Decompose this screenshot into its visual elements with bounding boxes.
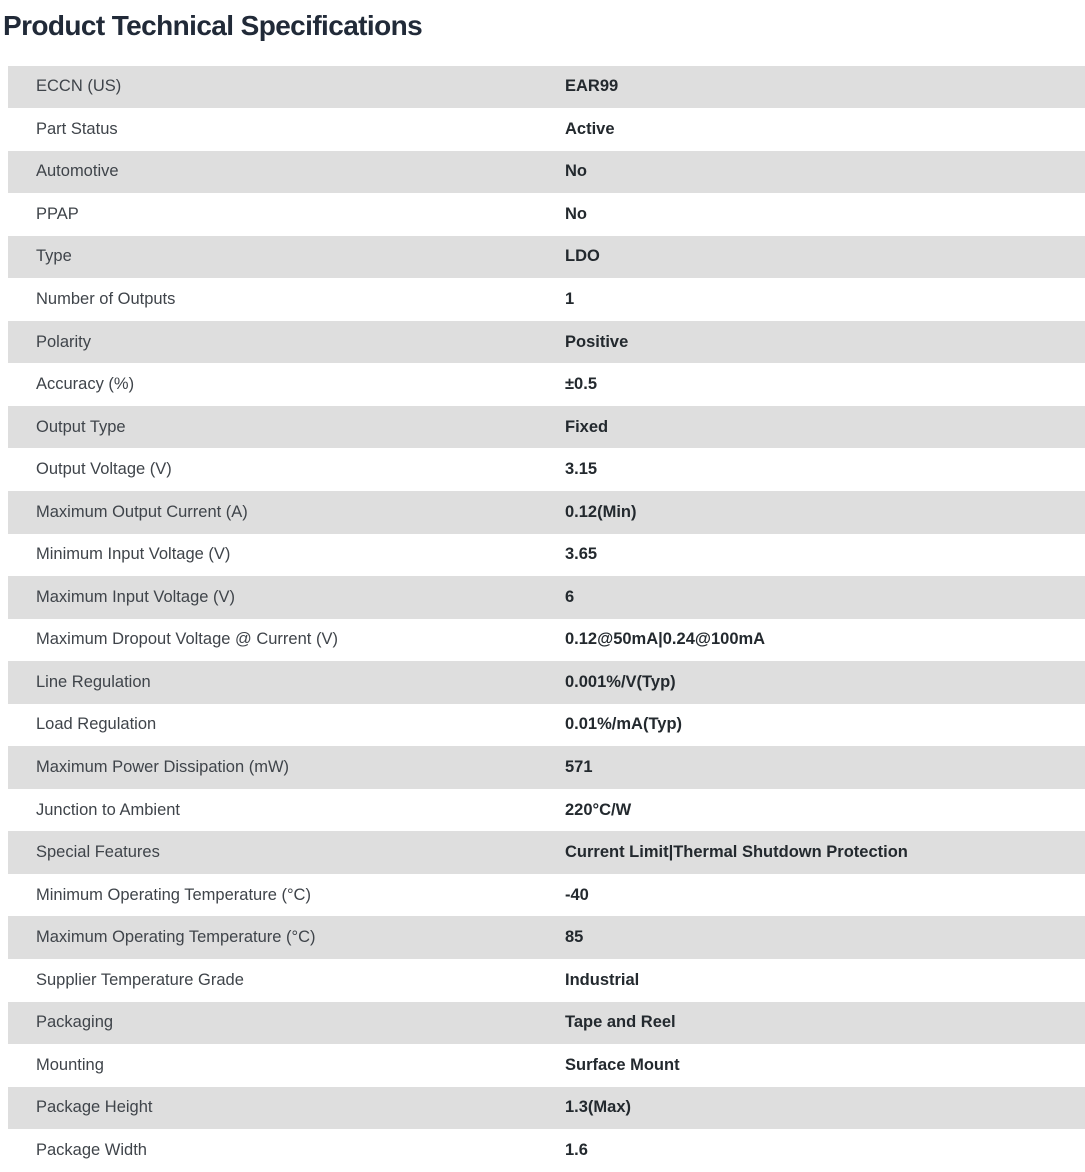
spec-label: Load Regulation — [36, 715, 157, 734]
spec-row — [8, 108, 1085, 151]
spec-label: Minimum Operating Temperature (°C) — [36, 885, 311, 904]
spec-label: Package Height — [36, 1098, 153, 1117]
spec-label: Maximum Output Current (A) — [36, 502, 248, 521]
spec-row — [8, 619, 1085, 662]
spec-row — [8, 1002, 1085, 1045]
spec-row — [8, 746, 1085, 789]
spec-value: Surface Mount — [565, 1055, 680, 1074]
spec-value: Active — [565, 119, 615, 138]
spec-label: Packaging — [36, 1013, 114, 1032]
spec-value: Positive — [565, 332, 629, 351]
spec-value: 3.15 — [565, 460, 598, 479]
spec-label: Junction to Ambient — [36, 800, 181, 819]
spec-row — [8, 789, 1085, 832]
spec-row — [8, 406, 1085, 449]
spec-row — [8, 1044, 1085, 1087]
spec-label: Mounting — [36, 1055, 104, 1074]
spec-row — [8, 321, 1085, 364]
spec-value: Tape and Reel — [565, 1013, 676, 1032]
spec-value: 0.01%/mA(Typ) — [565, 715, 683, 734]
spec-label: Part Status — [36, 119, 118, 138]
spec-row — [8, 448, 1085, 491]
spec-value: 1.6 — [565, 1140, 588, 1159]
spec-row — [8, 534, 1085, 577]
spec-value: 85 — [565, 928, 584, 947]
spec-row — [8, 151, 1085, 194]
spec-label: Maximum Dropout Voltage @ Current (V) — [36, 630, 338, 649]
spec-row — [8, 916, 1085, 959]
spec-value: 571 — [565, 758, 593, 777]
spec-value: ±0.5 — [565, 375, 597, 394]
spec-label: Minimum Input Voltage (V) — [36, 545, 231, 564]
spec-label: Output Type — [36, 417, 126, 436]
spec-label: Line Regulation — [36, 672, 151, 691]
spec-row — [8, 831, 1085, 874]
spec-value: No — [565, 162, 587, 181]
spec-label: Type — [36, 247, 72, 266]
spec-value: EAR99 — [565, 77, 619, 96]
spec-label: Maximum Operating Temperature (°C) — [36, 928, 316, 947]
spec-value: 0.12@50mA|0.24@100mA — [565, 630, 766, 649]
spec-row — [8, 193, 1085, 236]
spec-label: Output Voltage (V) — [36, 460, 172, 479]
spec-row — [8, 576, 1085, 619]
spec-row — [8, 363, 1085, 406]
spec-row — [8, 1129, 1085, 1172]
spec-value: -40 — [565, 885, 589, 904]
spec-label: Maximum Input Voltage (V) — [36, 587, 235, 606]
spec-row — [8, 278, 1085, 321]
spec-label: Accuracy (%) — [36, 375, 135, 394]
spec-row — [8, 491, 1085, 534]
spec-value: Fixed — [565, 417, 609, 436]
spec-label: Polarity — [36, 332, 92, 351]
spec-label: Number of Outputs — [36, 290, 176, 308]
spec-row — [8, 661, 1085, 704]
spec-value: 220°C/W — [565, 800, 632, 819]
spec-value: Current Limit|Thermal Shutdown Protection — [565, 843, 908, 862]
spec-label: Supplier Temperature Grade — [36, 970, 244, 989]
spec-label: ECCN (US) — [36, 77, 122, 96]
spec-value: 0.12(Min) — [565, 502, 637, 521]
spec-row — [8, 1087, 1085, 1130]
spec-table — [8, 66, 1085, 1172]
spec-value: No — [565, 204, 587, 223]
spec-value: 1 — [565, 290, 575, 308]
spec-value: 6 — [565, 587, 575, 606]
spec-value: 1.3(Max) — [565, 1098, 632, 1117]
spec-row — [8, 959, 1085, 1002]
spec-value: 0.001%/V(Typ) — [565, 672, 676, 691]
spec-value: LDO — [565, 247, 600, 266]
spec-row — [8, 66, 1085, 109]
spec-label: Automotive — [36, 162, 119, 181]
spec-label: Special Features — [36, 843, 160, 862]
spec-label: Maximum Power Dissipation (mW) — [36, 758, 290, 777]
spec-value: 3.65 — [565, 545, 598, 564]
spec-row — [8, 874, 1085, 917]
spec-label: PPAP — [36, 204, 79, 223]
spec-row — [8, 704, 1085, 747]
page-title: Product Technical Specifications — [3, 10, 423, 41]
spec-row — [8, 236, 1085, 279]
spec-label: Package Width — [36, 1140, 147, 1159]
spec-value: Industrial — [565, 970, 640, 989]
